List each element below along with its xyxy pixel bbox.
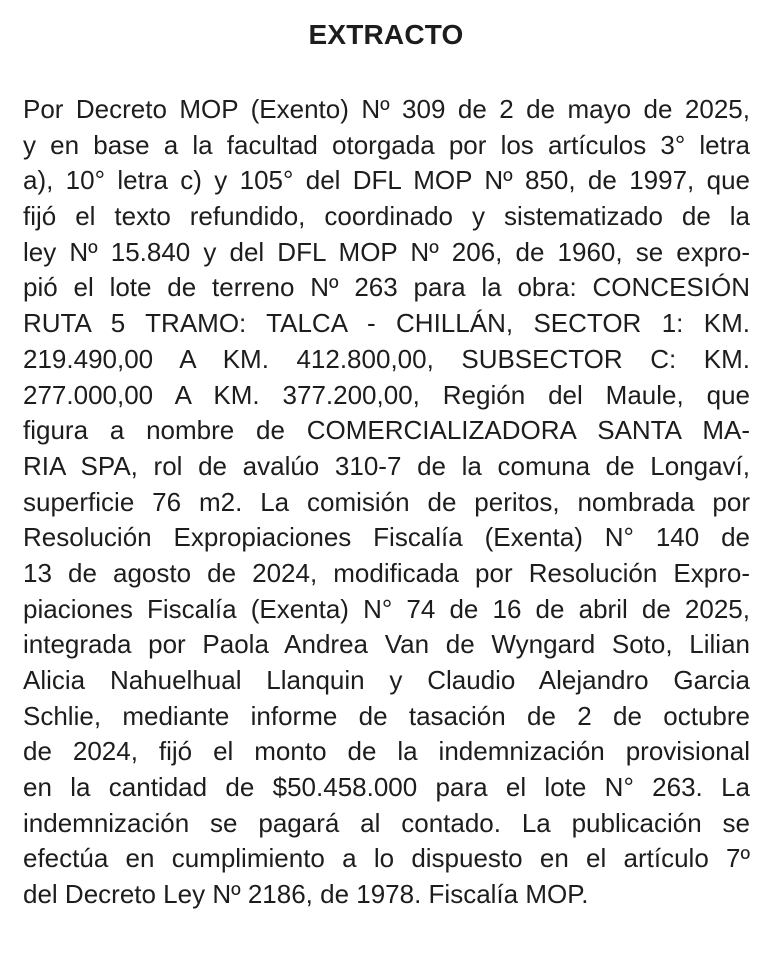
document-title: EXTRACTO: [308, 19, 464, 50]
body-line: a), 10° letra c) y 105° del DFL MOP Nº 850, de 1997, que: [23, 165, 750, 196]
body-line: 13 de agosto de 2024, modificada por Resolución Expro-: [23, 557, 750, 588]
body-line: RIA SPA, rol de avalúo 310-7 de la comuna de Longaví,: [23, 450, 750, 481]
body-line: Por Decreto MOP (Exento) Nº 309 de 2 de mayo de 2025,: [23, 94, 750, 124]
body-line: figura a nombre de COMERCIALIZADORA SANTA MA-: [23, 415, 750, 446]
body-line: en la cantidad de $50.458.000 para el lote N° 263. La: [23, 772, 750, 803]
body-line: 219.490,00 A KM. 412.800,00, SUBSECTOR C: KM.: [23, 343, 750, 374]
body-line: Resolución Expropiaciones Fiscalía (Exenta) N° 140 de: [23, 522, 750, 553]
body-line: piaciones Fiscalía (Exenta) N° 74 de 16 de abril de 2025,: [23, 593, 750, 624]
body-line: superficie 76 m2. La comisión de peritos, nombrada por: [23, 486, 750, 517]
body-line: Alicia Nahuelhual Llanquin y Claudio Alejandro Garcia: [23, 665, 750, 695]
body-line: indemnización se pagará al contado. La publicación se: [23, 807, 750, 838]
body-line: fijó el texto refundido, coordinado y sistematizado de la: [23, 201, 750, 232]
body-line: 277.000,00 A KM. 377.200,00, Región del Maule, que: [23, 379, 750, 410]
body-line: y en base a la facultad otorgada por los artículos 3° letra: [23, 129, 750, 160]
extract-body: [23, 92, 750, 913]
body-line: integrada por Paola Andrea Van de Wyngard Soto, Lilian: [23, 629, 750, 660]
body-line: RUTA 5 TRAMO: TALCA - CHILLÁN, SECTOR 1: KM.: [23, 308, 750, 339]
body-line: de 2024, fijó el monto de la indemnización provisional: [23, 736, 750, 767]
body-line: pió el lote de terreno Nº 263 para la obra: CONCESIÓN: [23, 272, 750, 303]
body-line-last: del Decreto Ley Nº 2186, de 1978. Fiscalía MOP.: [23, 879, 589, 910]
body-line: ley Nº 15.840 y del DFL MOP Nº 206, de 1960, se expro-: [23, 236, 750, 267]
body-line: Schlie, mediante informe de tasación de 2 de octubre: [23, 700, 750, 731]
body-line: efectúa en cumplimiento a lo dispuesto en el artículo 7º: [23, 843, 750, 874]
